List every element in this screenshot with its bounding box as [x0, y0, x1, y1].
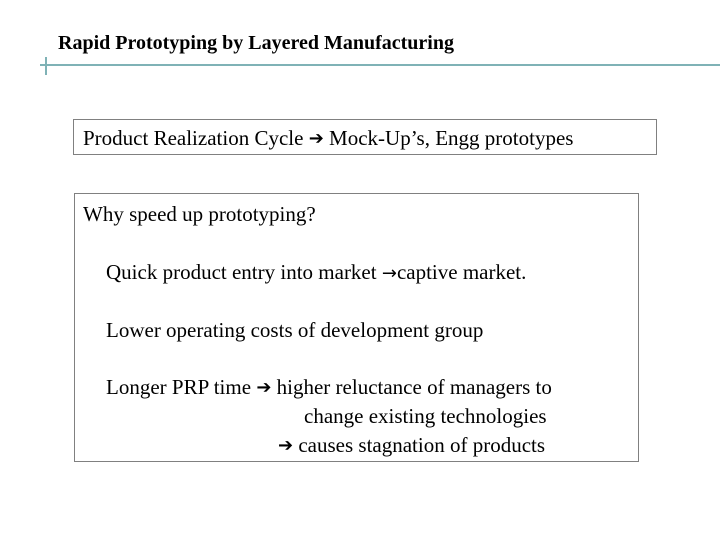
reasons-heading: Why speed up prototyping? — [83, 202, 316, 226]
reason-longer-prp-text: Longer PRP time — [106, 375, 252, 399]
right-arrow-icon: ➔ — [256, 377, 272, 398]
reasons-box — [74, 193, 639, 462]
cycle-right-text: Mock-Up’s, Engg prototypes — [329, 126, 574, 150]
reason-longer-prp-effect: higher reluctance of managers to — [276, 375, 552, 399]
right-arrow-icon: ➔ — [278, 435, 294, 456]
right-arrow-icon: ➔ — [308, 128, 324, 149]
cycle-box-line — [83, 126, 573, 151]
reason-quick-entry-result: captive market. — [396, 260, 527, 284]
title-rule — [40, 64, 720, 66]
slide-title: Rapid Prototyping by Layered Manufacturing — [58, 32, 454, 54]
cycle-left-text: Product Realization Cycle — [83, 126, 304, 150]
reason-longer-prp — [106, 375, 552, 400]
reason-quick-entry — [106, 260, 526, 285]
reason-stagnation-text: causes stagnation of products — [298, 433, 546, 457]
reason-longer-prp-continuation: change existing technologies — [304, 404, 547, 428]
reason-stagnation — [278, 433, 545, 458]
reason-lower-costs: Lower operating costs of development group — [106, 318, 484, 342]
title-tick — [45, 57, 47, 75]
cycle-box — [73, 119, 657, 155]
reason-quick-entry-text: Quick product entry into market — [106, 260, 377, 284]
right-arrow-icon: → — [381, 263, 397, 284]
